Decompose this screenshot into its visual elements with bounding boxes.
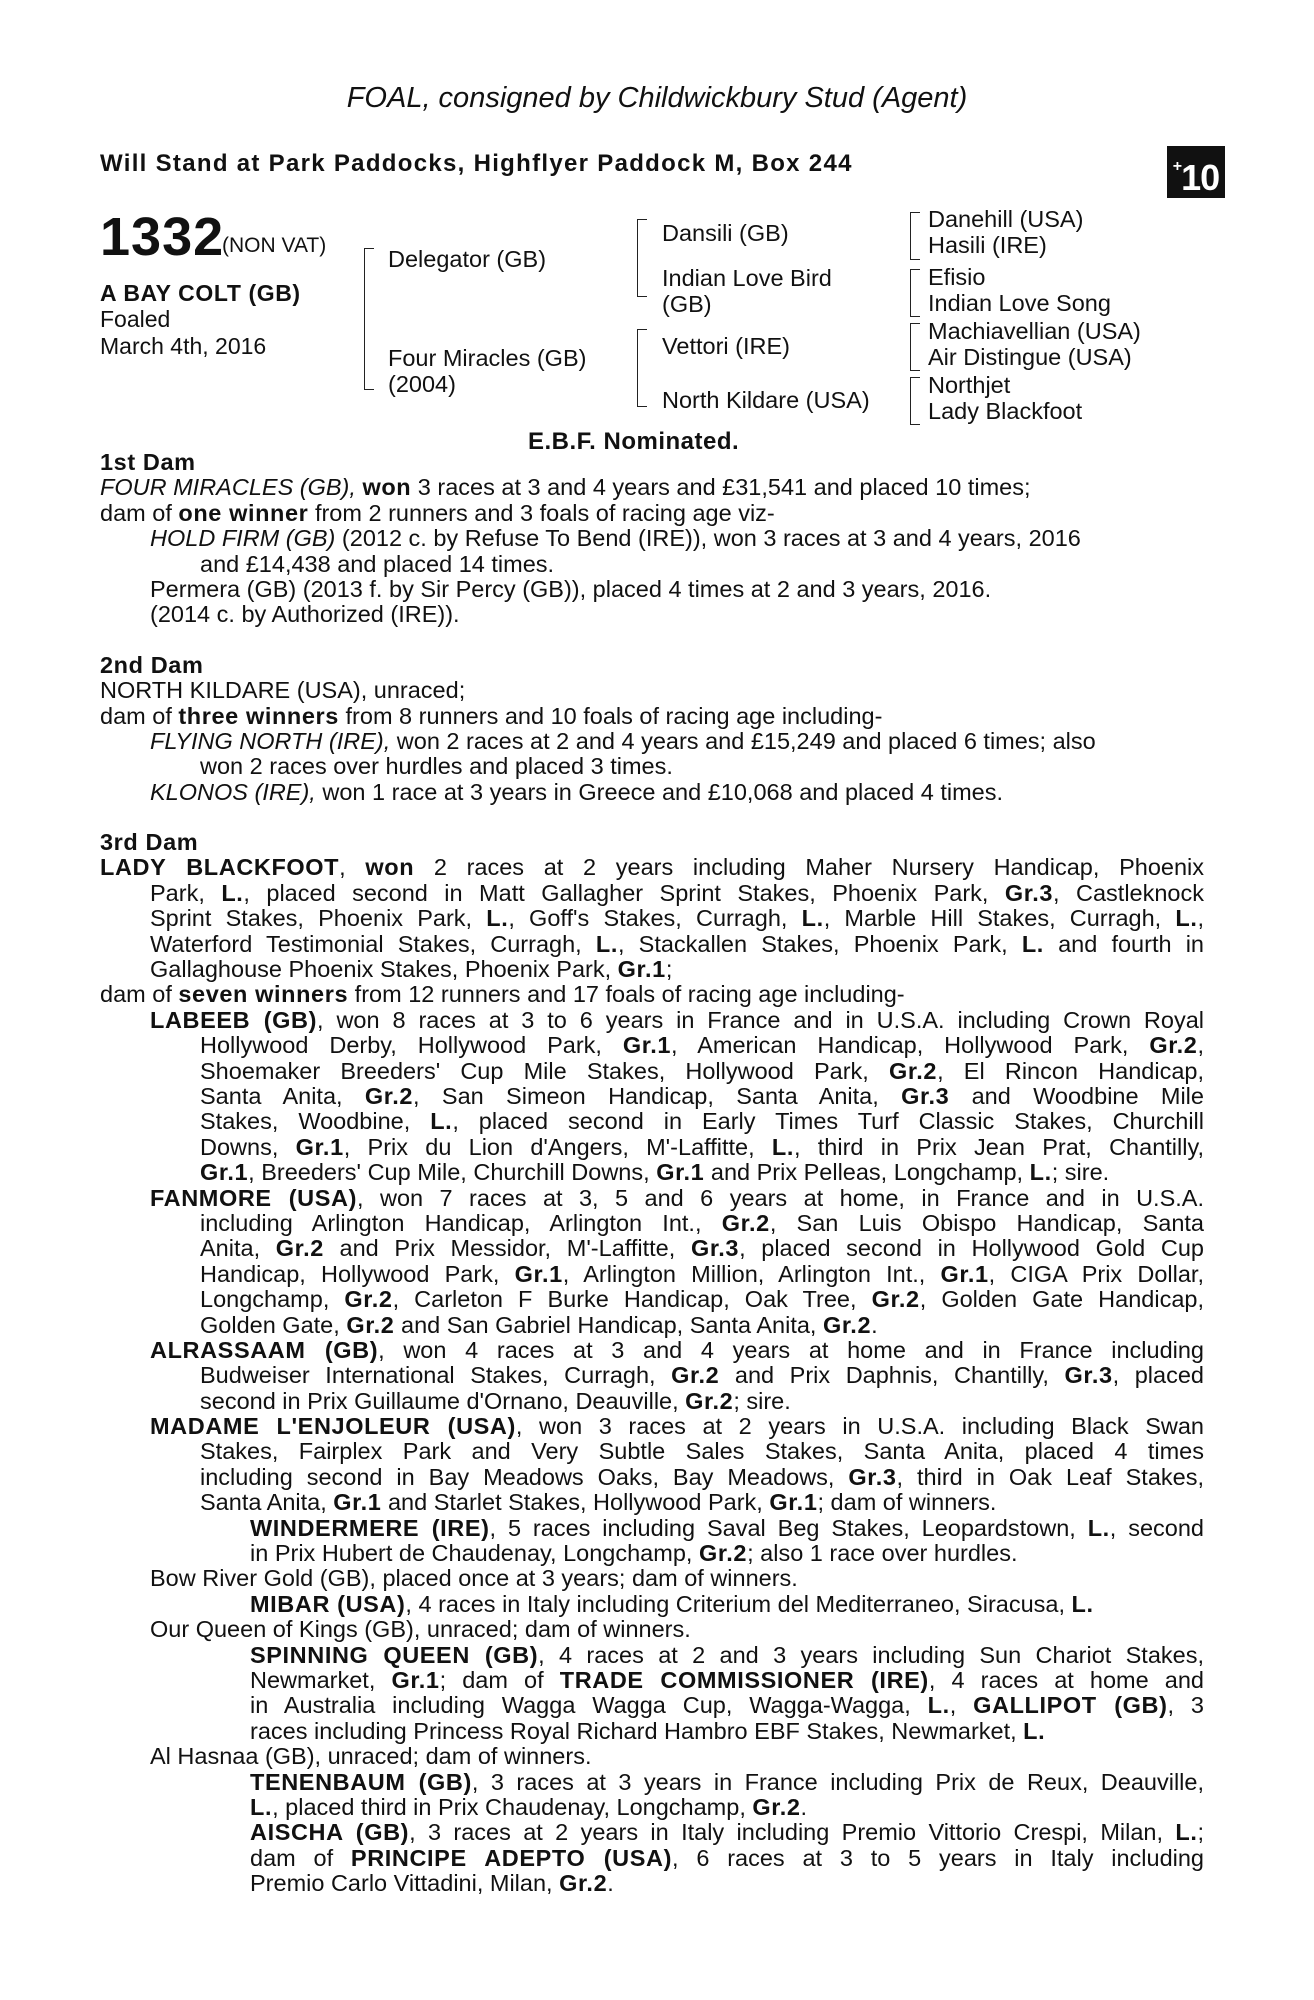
third-dam-line: SPINNING QUEEN (GB), 4 races at 2 and 3 years including Sun Chariot Stakes, xyxy=(250,1641,1204,1668)
third-dam-line: ALRASSAAM (GB), won 4 races at 3 and 4 years at home and in France including xyxy=(150,1336,1204,1363)
first-dam-heading: 1st Dam xyxy=(100,449,196,475)
badge-prefix: + xyxy=(1172,158,1182,175)
lot-description: A BAY COLT (GB) xyxy=(100,280,301,306)
third-dam-line: FANMORE (USA), won 7 races at 3, 5 and 6 years at home, in France and in U.S.A. xyxy=(150,1184,1204,1211)
brace-col2-top xyxy=(637,219,647,297)
foaled-label: Foaled xyxy=(100,306,171,332)
brace-g2 xyxy=(910,269,920,317)
produce-record: won 1 race at 3 years in Greece and £10,068 and placed 4 times. xyxy=(322,778,1003,805)
dam-name: FOUR MIRACLES (GB), xyxy=(100,474,356,501)
third-dam-line: WINDERMERE (IRE), 5 races including Saval Beg Stakes, Leopardstown, L., second xyxy=(250,1514,1205,1541)
pedigree-sire-dam-line2: (GB) xyxy=(662,291,712,317)
third-dam-line: LADY BLACKFOOT, won 2 races at 2 years including Maher Nursery Handicap, Phoenix xyxy=(100,854,1204,881)
produce-name: HOLD FIRM (GB) xyxy=(150,525,336,552)
brace-col1 xyxy=(364,248,374,390)
third-dam-line: Shoemaker Breeders' Cup Mile Stakes, Hollywood Park, Gr.2, El Rincon Handicap, xyxy=(200,1057,1204,1084)
winners-count: one winner xyxy=(178,499,309,526)
brace-g3 xyxy=(910,323,920,371)
produce-line-cont: won 2 races over hurdles and placed 3 times. xyxy=(200,753,673,780)
pedigree-sire: Delegator (GB) xyxy=(388,246,547,272)
third-dam-line: Park, L., placed second in Matt Gallagher Sprint Stakes, Phoenix Park, Gr.3, Castleknock xyxy=(150,879,1204,906)
third-dam-line: Stakes, Woodbine, L., placed second in Early Times Turf Classic Stakes, Churchill xyxy=(200,1108,1205,1135)
third-dam-line: in Prix Hubert de Chaudenay, Longchamp, Gr.2; also 1 race over hurdles. xyxy=(250,1540,1018,1567)
pedigree-dam-line2: (2004) xyxy=(388,371,456,397)
produce-summary: from 8 runners and 10 foals of racing age including- xyxy=(345,702,883,729)
pedigree-g3: Efisio xyxy=(928,264,986,290)
brace-col2-bottom xyxy=(637,329,647,407)
third-dam-line: TENENBAUM (GB), 3 races at 3 years in France including Prix de Reux, Deauville, xyxy=(250,1768,1204,1795)
produce-name: FLYING NORTH (IRE), xyxy=(150,727,391,754)
third-dam-line: dam of seven winners from 12 runners and 17 foals of racing age including- xyxy=(100,981,905,1008)
second-dam-produce-summary xyxy=(100,704,1204,729)
third-dam-line: Handicap, Hollywood Park, Gr.1, Arlington Million, Arlington Int., Gr.1, CIGA Prix Dollar, xyxy=(200,1260,1204,1287)
catalogue-body xyxy=(100,450,1204,1896)
third-dam-line: Waterford Testimonial Stakes, Curragh, L., Stackallen Stakes, Phoenix Park, L. and fourth in xyxy=(150,930,1204,957)
produce-record: won 2 races at 2 and 4 years and £15,249 and placed 6 times; also xyxy=(396,727,1096,754)
third-dam-line: L., placed third in Prix Chaudenay, Longchamp, Gr.2. xyxy=(250,1793,808,1820)
third-dam-line: MADAME L'ENJOLEUR (USA), won 3 races at 2 years in U.S.A. including Black Swan xyxy=(150,1413,1204,1440)
third-dam-line: AISCHA (GB), 3 races at 2 years in Italy including Premio Vittorio Crespi, Milan, L.; xyxy=(250,1819,1204,1846)
pedigree-g6: Air Distingue (USA) xyxy=(928,344,1132,370)
produce-line xyxy=(100,526,1204,551)
third-dam-line: second in Prix Guillaume d'Ornano, Deauville, Gr.2; sire. xyxy=(200,1387,791,1414)
third-dam-line: Downs, Gr.1, Prix du Lion d'Angers, M'-Laffitte, L., third in Prix Jean Prat, Chantilly, xyxy=(200,1133,1204,1160)
consignment-line: FOAL, consigned by Childwickbury Stud (Agent) xyxy=(346,82,968,114)
pedigree-g5: Machiavellian (USA) xyxy=(928,318,1141,344)
third-dam-line: MIBAR (USA), 4 races in Italy including Criterium del Mediterraneo, Siracusa, L. xyxy=(250,1590,1094,1617)
pedigree-dam-dam: North Kildare (USA) xyxy=(662,387,870,413)
third-dam-line: in Australia including Wagga Wagga Cup, Wagga-Wagga, L., GALLIPOT (GB), 3 xyxy=(250,1692,1204,1719)
lot-badge xyxy=(1167,146,1225,198)
vat-note: (NON VAT) xyxy=(222,234,327,257)
pedigree-sire-sire: Dansili (GB) xyxy=(662,220,789,246)
foaled-date: March 4th, 2016 xyxy=(100,333,267,359)
pedigree-sire-dam-line1: Indian Love Bird xyxy=(662,265,832,291)
produce-line: Permera (GB) (2013 f. by Sir Percy (GB)), placed 4 times at 2 and 3 years, 2016. xyxy=(150,575,992,602)
stabling-line: Will Stand at Park Paddocks, Highflyer Paddock M, Box 244 xyxy=(100,150,853,177)
third-dam-line: Our Queen of Kings (GB), unraced; dam of winners. xyxy=(150,1616,691,1643)
third-dam-line: Newmarket, Gr.1; dam of TRADE COMMISSIONER (IRE), 4 races at home and xyxy=(250,1666,1204,1693)
produce-line xyxy=(100,729,1204,754)
pedigree-dam-sire: Vettori (IRE) xyxy=(662,333,790,359)
third-dam-line: Santa Anita, Gr.2, San Simeon Handicap, Santa Anita, Gr.3 and Woodbine Mile xyxy=(200,1082,1204,1109)
brace-g4 xyxy=(910,377,920,425)
produce-name: KLONOS (IRE), xyxy=(150,778,316,805)
third-dam-line: Longchamp, Gr.2, Carleton F Burke Handicap, Oak Tree, Gr.2, Golden Gate Handicap, xyxy=(200,1286,1205,1313)
pedigree-g1: Danehill (USA) xyxy=(928,206,1084,232)
third-dam-section xyxy=(100,855,1204,1896)
first-dam-line xyxy=(100,475,1204,500)
third-dam-line: Gr.1, Breeders' Cup Mile, Churchill Downs, Gr.1 and Prix Pelleas, Longchamp, L.; sire. xyxy=(200,1159,1110,1186)
third-dam-line: Hollywood Derby, Hollywood Park, Gr.1, American Handicap, Hollywood Park, Gr.2, xyxy=(200,1032,1204,1059)
third-dam-line: Sprint Stakes, Phoenix Park, L., Goff's Stakes, Curragh, L., Marble Hill Stakes, Curragh, L., xyxy=(150,905,1205,932)
produce-summary: from 2 runners and 3 foals of racing age viz- xyxy=(314,499,775,526)
third-dam-line: Golden Gate, Gr.2 and San Gabriel Handicap, Santa Anita, Gr.2. xyxy=(200,1311,878,1338)
third-dam-line: Bow River Gold (GB), placed once at 3 years; dam of winners. xyxy=(150,1565,798,1592)
won-label: won xyxy=(362,474,412,501)
third-dam-line: including Arlington Handicap, Arlington Int., Gr.2, San Luis Obispo Handicap, Santa xyxy=(200,1209,1204,1236)
pedigree-g7: Northjet xyxy=(928,372,1011,398)
third-dam-line: LABEEB (GB), won 8 races at 3 to 6 years in France and in U.S.A. including Crown Royal xyxy=(150,1006,1204,1033)
third-dam-line: Budweiser International Stakes, Curragh, Gr.2 and Prix Daphnis, Chantilly, Gr.3, placed xyxy=(200,1362,1204,1389)
second-dam-line: NORTH KILDARE (USA), unraced; xyxy=(100,677,466,704)
pedigree-g8: Lady Blackfoot xyxy=(928,398,1083,424)
badge-number: 10 xyxy=(1181,157,1220,198)
produce-line-cont: and £14,438 and placed 14 times. xyxy=(200,550,555,577)
third-dam-line: Stakes, Fairplex Park and Very Subtle Sales Stakes, Santa Anita, placed 4 times xyxy=(200,1438,1204,1465)
third-dam-heading: 3rd Dam xyxy=(100,829,199,856)
third-dam-line: Premio Carlo Vittadini, Milan, Gr.2. xyxy=(250,1870,614,1897)
brace-g1 xyxy=(910,212,920,260)
third-dam-line: Gallaghouse Phoenix Stakes, Phoenix Park, Gr.1; xyxy=(150,956,673,983)
third-dam-line: Santa Anita, Gr.1 and Starlet Stakes, Hollywood Park, Gr.1; dam of winners. xyxy=(200,1489,997,1516)
pedigree-g2: Hasili (IRE) xyxy=(928,232,1047,258)
third-dam-line: including second in Bay Meadows Oaks, Bay Meadows, Gr.3, third in Oak Leaf Stakes, xyxy=(200,1463,1204,1490)
produce-line xyxy=(100,780,1204,805)
pedigree-g4: Indian Love Song xyxy=(928,290,1111,316)
third-dam-line: Anita, Gr.2 and Prix Messidor, M'-Laffitte, Gr.3, placed second in Hollywood Gold Cup xyxy=(200,1235,1204,1262)
produce-record: (2012 c. by Refuse To Bend (IRE)), won 3 races at 3 and 4 years, 2016 xyxy=(341,525,1081,552)
second-dam-heading: 2nd Dam xyxy=(100,651,204,678)
produce-line: (2014 c. by Authorized (IRE)). xyxy=(150,601,460,628)
dam-of-label: dam of xyxy=(100,702,172,729)
third-dam-line: Al Hasnaa (GB), unraced; dam of winners. xyxy=(150,1743,592,1770)
third-dam-line: dam of PRINCIPE ADEPTO (USA), 6 races at 3 to 5 years in Italy including xyxy=(250,1844,1204,1871)
dam-of-label: dam of xyxy=(100,499,172,526)
dam-record: 3 races at 3 and 4 years and £31,541 and placed 10 times; xyxy=(417,474,1031,501)
first-dam-produce-summary xyxy=(100,501,1204,526)
winners-count: three winners xyxy=(178,702,339,729)
pedigree-dam-line1: Four Miracles (GB) xyxy=(388,345,587,371)
lot-number: 1332 xyxy=(100,207,225,267)
ebf-nomination: E.B.F. Nominated. xyxy=(528,428,740,455)
third-dam-line: races including Princess Royal Richard Hambro EBF Stakes, Newmarket, L. xyxy=(250,1717,1046,1744)
